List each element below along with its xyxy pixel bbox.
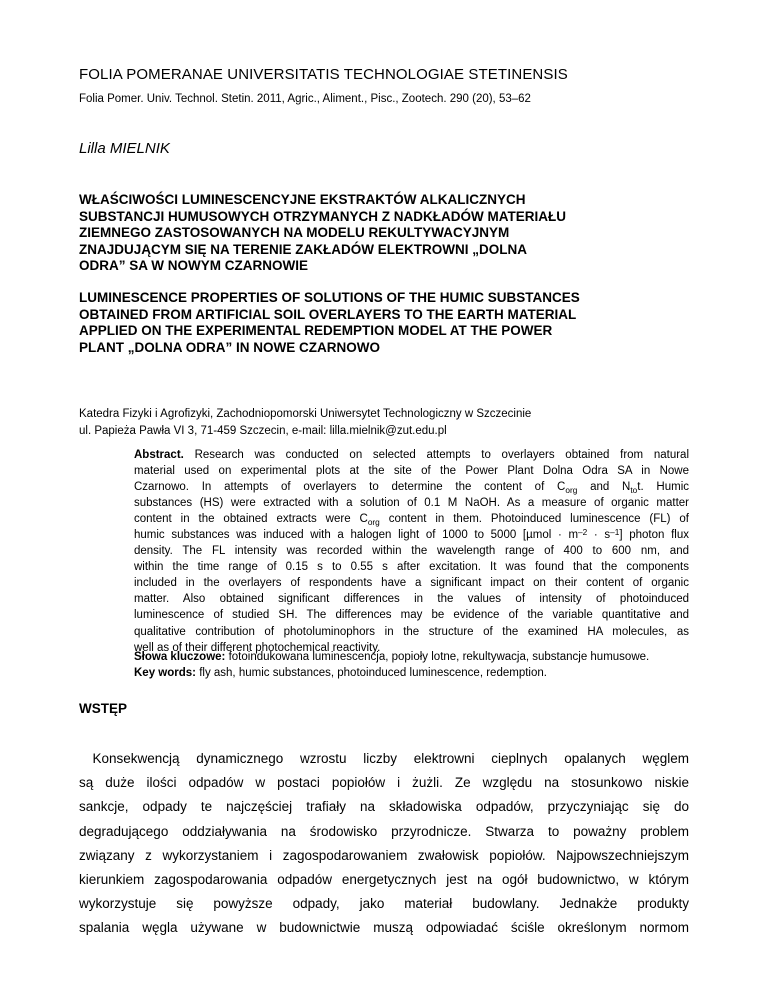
journal-citation: Folia Pomer. Univ. Technol. Stetin. 2011, Agric., Aliment., Pisc., Zootech. 290 (20), 53–62 <box>79 93 531 105</box>
title-pl-line: SUBSTANCJI HUMUSOWYCH OTRZYMANYCH Z NADKŁADÓW MATERIAŁU <box>79 208 566 224</box>
abstract-line: material used on experimental plots at the site of the Power Plant Dolna Odra SA in Nowe <box>134 465 689 478</box>
abstract-line: well as of their different photochemical reactivity. <box>134 641 381 654</box>
title-english <box>79 290 679 356</box>
author-name: Lilla MIELNIK <box>79 140 170 157</box>
abstract-line: matter. Also obtained significant differences in the values of intensity of photoinduced <box>134 593 689 606</box>
title-pl-line: WŁAŚCIWOŚCI LUMINESCENCYJNE EKSTRAKTÓW ALKALICZNYCH <box>79 192 526 207</box>
keywords-pl-label: Słowa kluczowe: <box>134 651 226 663</box>
keywords-polish <box>134 650 689 666</box>
affiliation-line: Katedra Fizyki i Agrofizyki, Zachodniopomorski Uniwersytet Technologiczny w Szczecinie <box>79 408 532 420</box>
journal-title: FOLIA POMERANAE UNIVERSITATIS TECHNOLOGIAE STETINENSIS <box>79 66 568 83</box>
abstract-line: qualitative contribution of photoluminophors in the structure of the examined HA molecules, as <box>134 625 689 638</box>
title-pl-line: ZIEMNEGO ZASTOSOWANYCH NA MODELU REKULTYWACYJNYM <box>79 225 510 241</box>
title-polish <box>79 192 679 275</box>
title-en-line: LUMINESCENCE PROPERTIES OF SOLUTIONS OF THE HUMIC SUBSTANCES <box>79 290 580 305</box>
section-heading: WSTĘP <box>79 701 128 716</box>
abstract-line: content in the obtained extracts were $C_{org}$ content in them. Photoinduced luminescence (FL) of <box>134 513 690 527</box>
title-en-line: OBTAINED FROM ARTIFICIAL SOIL OVERLAYERS TO THE EARTH MATERIAL <box>79 306 577 322</box>
abstract-line: humic substances was induced with a halogen light of 1000 to 5000 $[\mu mol \cdot m^{-2} \cdot s^{-1}]$ photon flux <box>134 527 689 542</box>
author-affiliation <box>79 406 531 439</box>
abstract-line: within the time range of 0.15 s to 0.55 s after excitation. It was found that the components <box>134 561 689 574</box>
title-pl-line: ODRA” SA W NOWYM CZARNOWIE <box>79 258 308 274</box>
keywords-en-label: Key words: <box>134 666 196 679</box>
abstract <box>134 447 689 656</box>
keywords-en-text: fly ash, humic substances, photoinduced luminescence, redemption. <box>196 666 547 679</box>
abstract-line: included in the overlayers of respondents have a significant impact on their content of organic <box>134 577 689 590</box>
affiliation-address: ul. Papieża Pawła VI 3, 71-459 Szczecin, e-mail: lilla.mielnik@zut.edu.pl <box>79 424 447 437</box>
abstract-line: density. The FL intensity was recorded within the wavelength range of 400 to 600 nm, and <box>134 545 689 558</box>
body-line: są duże ilości odpadów w postaci popiołów i żużli. Ze względu na stosunkowo niskie <box>79 775 689 791</box>
abstract-line: Czarnowo. In attempts of overlayers to determine the content of $C_{org}$ and $N_{to}t$. Humic <box>134 481 689 495</box>
keywords-english <box>134 666 689 682</box>
abstract-line: luminescence of studied SH. The differences may be evidence of the variable quantitative and <box>134 609 689 622</box>
body-line: kierunkiem zagospodarowania odpadów energetycznych jest na ogół budownictwo, w którym <box>79 872 689 888</box>
title-en-line: PLANT „DOLNA ODRA” IN NOWE CZARNOWO <box>79 339 380 355</box>
body-line: sankcje, odpady te najczęściej trafiały na składowiska odpadów, przyczyniając się do <box>79 799 689 815</box>
abstract-line: Abstract. Research was conducted on selected attempts to overlayers obtained from natural <box>134 449 690 461</box>
title-pl-line: ZNAJDUJĄCYM SIĘ NA TERENIE ZAKŁADÓW ELEKTROWNI „DOLNA <box>79 241 527 257</box>
abstract-line: substances (HS) were extracted with a solution of 0.1 M NaOH. As a measure of organic matter <box>134 497 689 510</box>
body-line: spalania węgla używane w budownictwie muszą odpowiadać ściśle określonym normom <box>79 920 689 936</box>
body-line: związany z wykorzystaniem i zagospodarowaniem zwałowisk popiołów. Najpowszechniejszym <box>79 847 689 863</box>
abstract-label: Abstract. <box>134 449 184 461</box>
section-body <box>79 747 689 941</box>
keywords <box>134 650 689 681</box>
keywords-pl-text: fotoindukowana luminescencja, popioły lotne, rekultywacja, substancje humusowe. <box>225 651 650 663</box>
title-en-line: APPLIED ON THE EXPERIMENTAL REDEMPTION MODEL AT THE POWER <box>79 323 553 339</box>
body-line: degradującego oddziaływania na środowisko przyrodnicze. Stwarza to poważny problem <box>79 823 689 839</box>
body-line: wykorzystuje się powyższe odpady, jako materiał budowlany. Jednakże produkty <box>79 896 689 912</box>
body-line: Konsekwencją dynamicznego wzrostu liczby elektrowni cieplnych opalanych węglem <box>92 751 689 766</box>
